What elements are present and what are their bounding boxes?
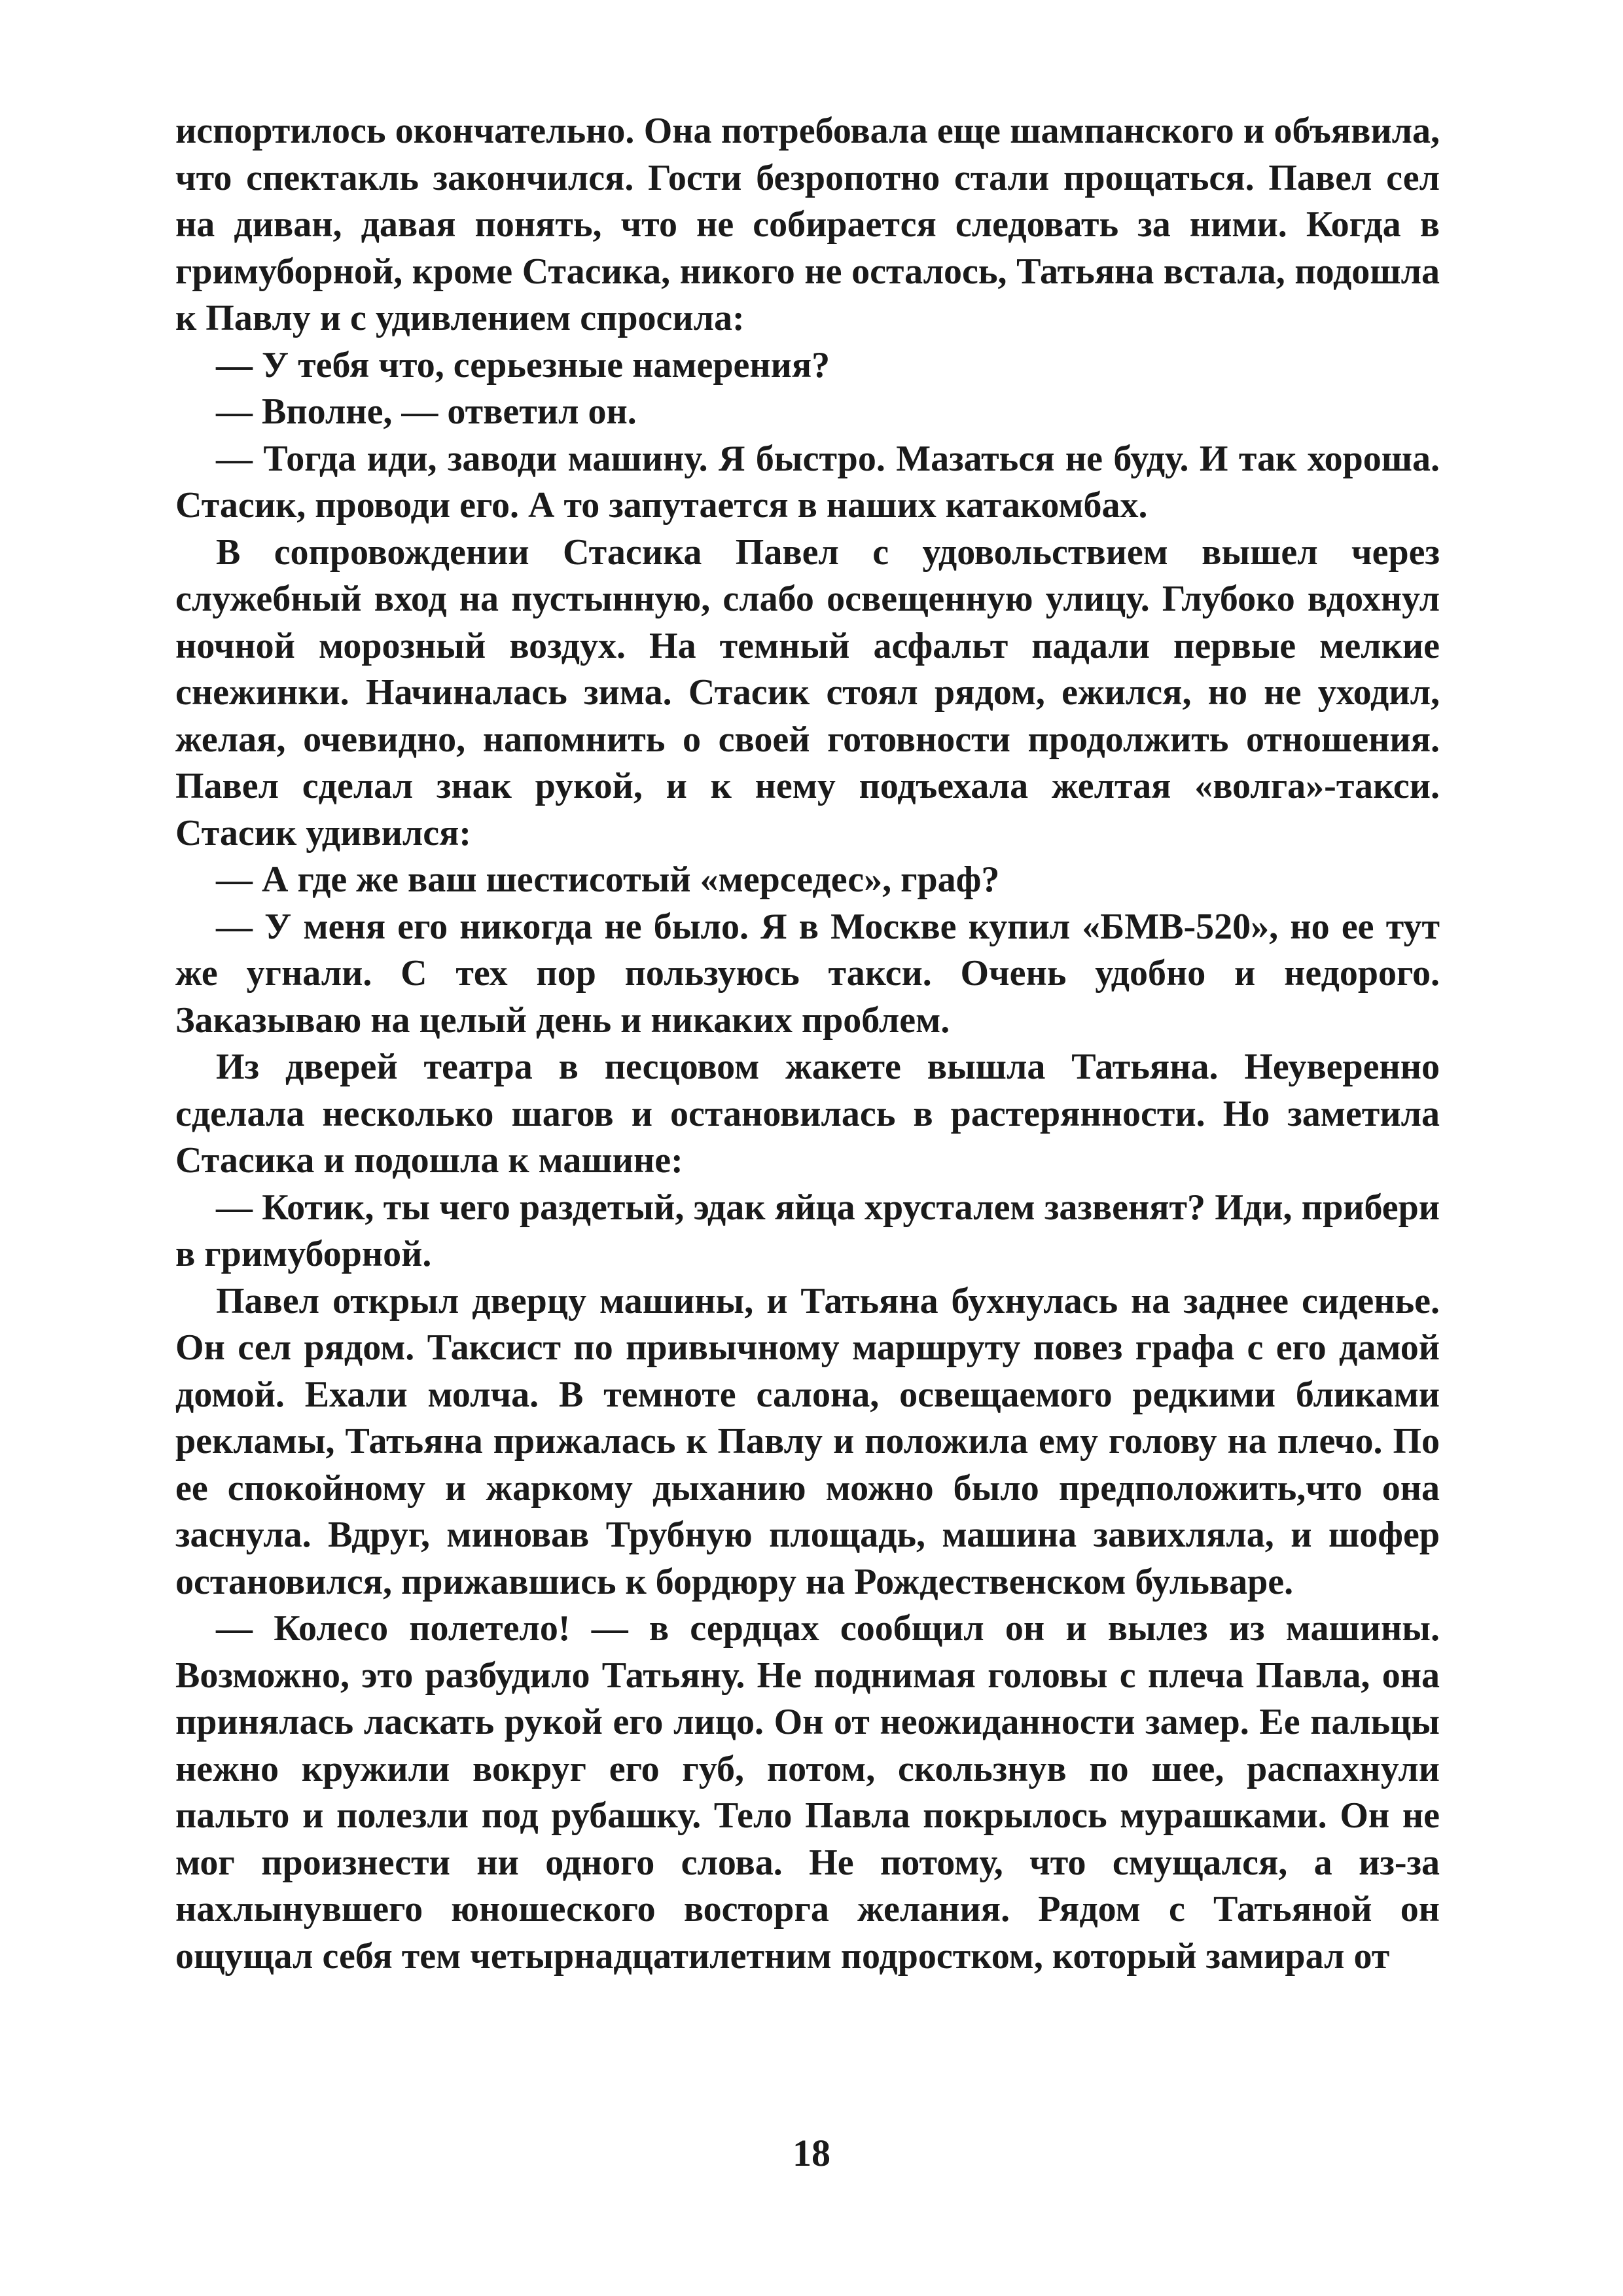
paragraph-10: Павел открыл дверцу машины, и Татьяна бухнулась на заднее сиденье. Он сел рядом. Таксист по привычному маршруту повез графа с его дамой домой. Ехали молча. В темноте салона, освещаемого редкими бликами рекламы, Татьяна прижалась к Павлу и положила ему голову на плечо. По ее спокойному и жаркому дыханию можно было предположить,что она заснула. Вдруг, миновав Трубную площадь, машина завихляла, и шофер остановился, прижавшись к бордюру на Рождественском бульваре. — [175, 1280, 1440, 1602]
paragraph-4: — Тогда иди, заводи машину. Я быстро. Мазаться не буду. И так хороша. Стасик, проводи его. А то запутается в наших катакомбах. — [175, 438, 1440, 526]
paragraph-5: В сопровождении Стасика Павел с удовольствием вышел через служебный вход на пустынную, слабо освещенную улицу. Глубоко вдохнул ночной морозный воздух. На темный асфальт падали первые мелкие снежинки. Начиналась зима. Стасик стоял рядом, ежился, но не уходил, желая, очевидно, напомнить о своей готовности продолжить отношения. Павел сделал знак рукой, и к нему подъехала желтая «волга»-такси. Стасик удивился: — [175, 531, 1440, 853]
body-text — [175, 108, 1440, 1980]
page-number: 18 — [793, 2132, 830, 2174]
paragraph-8: Из дверей театра в песцовом жакете вышла Татьяна. Неуверенно сделала несколько шагов и остановилась в растерянности. Но заметила Стасика и подошла к машине: — [175, 1047, 1440, 1181]
paragraph-3: — Вполне, — ответил он. — [216, 391, 637, 432]
paragraph-1: испортилось окончательно. Она потребовала еще шампанского и объявила, что спектакль закончился. Гости безропотно стали прощаться. Павел сел на диван, давая понять, что не собирается следовать за ними. Когда в гримуборной, кроме Стасика, никого не осталось, Татьяна встала, подошла к Павлу и с удивлением спросила: — [175, 111, 1440, 338]
paragraph-9: — Котик, ты чего раздетый, эдак яйца хрусталем зазвенят? Иди, прибери в гримуборной. — [175, 1187, 1440, 1274]
paragraph-11: — Колесо полетело! — в сердцах сообщил он и вылез из машины. Возможно, это разбудило Татьяну. Не поднимая головы с плеча Павла, она принялась ласкать рукой его лицо. Он от неожиданности замер. Ее пальцы нежно кружили вокруг его губ, потом, скользнув по шее, распахнули пальто и полезли под рубашку. Тело Павла покрылось мурашками. Он не мог произнести ни одного слова. Не потому, что смущался, а из-за нахлынувшего юношеского восторга желания. Рядом с Татьяной он ощущал себя тем четырнадцатилетним подростком, который замирал от — [175, 1608, 1440, 1977]
paragraph-7: — У меня его никогда не было. Я в Москве купил «БМВ-520», но ее тут же угнали. С тех пор пользуюсь такси. Очень удобно и недорого. Заказываю на целый день и никаких проблем. — [175, 906, 1440, 1041]
paragraph-6: — А где же ваш шестисотый «мерседес», граф? — [216, 859, 1000, 900]
paragraph-2: — У тебя что, серьезные намерения? — [216, 344, 830, 386]
